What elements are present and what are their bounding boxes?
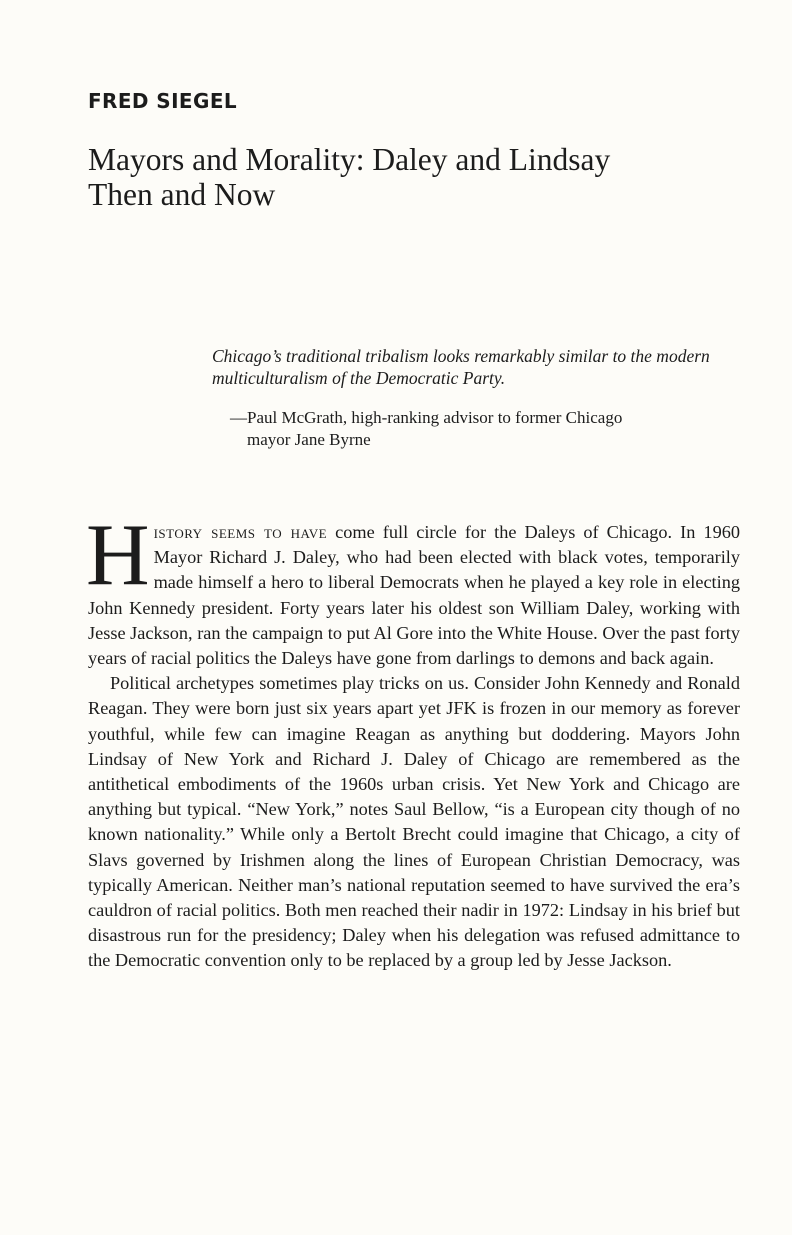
author-name: FRED SIEGEL [88,89,238,113]
article-body [86,507,740,974]
lead-in: istory seems to have [153,522,328,542]
title-line-2: Then and Now [88,177,276,212]
epigraph-quote: Chicago’s traditional tribalism looks remarkably similar to the modern multiculturalism of the Democratic Party. [212,346,710,388]
paragraph-2: Political archetypes sometimes play tricks on us. Consider John Kennedy and Ronald Reagan. They were born just six years apart yet JFK is frozen in our memory as forever youthful, while few can imagine Reagan as anything but doddering. Mayors John Lindsay of New York and Richard J. Daley of Chicago are remembered as the antithetical embodiments of the 1960s urban crisis. Yet New York and Chicago are anything but typical. “New York,” notes Saul Bellow, “is a European city though of no known nationality.” While only a Bertolt Brecht could imagine that Chicago, a city of Slavs governed by Irishmen along the lines of European Christian Democracy, was typically American. Neither man’s national reputation seemed to have survived the era’s cauldron of racial politics. Both men reached their nadir in 1972: Lindsay in his brief but disastrous run for the presidency; Daley when his delegation was refused admittance to the Democratic convention only to be replaced by a group led by Jesse Jackson. [88,673,740,971]
epigraph [212,345,732,451]
paragraph-1 [86,507,740,671]
epigraph-attribution: —Paul McGrath, high-ranking advisor to former Chicago mayor Jane Byrne [230,408,623,449]
drop-cap: H [86,507,150,604]
paragraph-1-text: come full circle for the Daleys of Chicago. In 1960 Mayor Richard J. Daley, who had been elected with black votes, temporarily made himself a hero to liberal Democrats when he played a key role in electing John Kennedy president. Forty years later his oldest son William Daley, working with Jesse Jackson, ran the campaign to put Al Gore into the White House. Over the past forty years of racial politics the Daleys have gone from darlings to demons and back again. [88,522,740,669]
title-line-1: Mayors and Morality: Daley and Lindsay [88,142,611,177]
article-title [88,142,728,212]
